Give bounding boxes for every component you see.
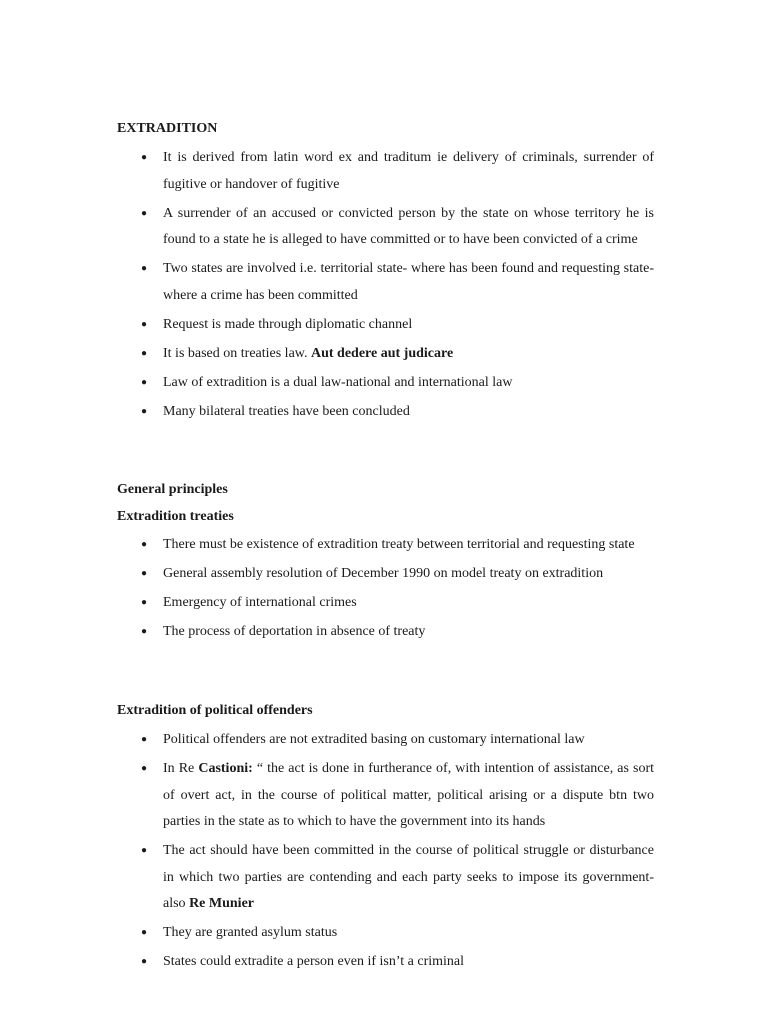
bullet-icon: ●	[141, 845, 148, 856]
bullet-icon: ●	[141, 927, 148, 938]
intro-list	[117, 145, 654, 428]
document-title: EXTRADITION	[117, 121, 218, 136]
list-item-text: Political offenders are not extradited basing on customary international law	[163, 732, 585, 747]
bullet-icon: ●	[141, 405, 148, 417]
list-item-text: The process of deportation in absence of treaty	[163, 624, 426, 639]
list-item	[117, 561, 654, 588]
bullet-icon: ●	[141, 152, 148, 163]
bullet-icon: ●	[141, 347, 148, 359]
political-list	[117, 727, 654, 978]
list-item-text: It is based on treaties law.	[163, 345, 311, 361]
bullet-icon: ●	[141, 376, 148, 388]
list-item	[117, 727, 654, 754]
bullet-icon: ●	[141, 763, 148, 774]
list-item-text: A surrender of an accused or convicted person by the state on whose territory he is found to a state he is alleged to have committed or to have been convicted of a crime	[163, 205, 654, 247]
bullet-icon: ●	[141, 626, 148, 637]
list-item	[117, 949, 654, 976]
bullet-icon: ●	[141, 318, 148, 330]
section-heading-political-offenders: Extradition of political offenders	[117, 703, 313, 718]
list-item-text: States could extradite a person even if isn’t a criminal	[163, 954, 465, 969]
list-item-text: Two states are involved i.e. territorial state- where has been found and requesting state-where a crime has been committed	[163, 261, 654, 303]
list-item	[117, 201, 654, 254]
section-heading-extradition-treaties: Extradition treaties	[117, 509, 234, 524]
list-item-text: Many bilateral treaties have been concluded	[163, 403, 410, 419]
list-item	[117, 619, 654, 646]
bullet-icon: ●	[141, 263, 148, 274]
list-item	[117, 590, 654, 617]
list-item-text: It is derived from latin word ex and traditum ie delivery of criminals, surrender of fugitive or handover of fugitive	[163, 150, 654, 192]
list-item	[117, 920, 654, 947]
list-item	[117, 256, 654, 309]
list-item-text: They are granted asylum status	[163, 925, 338, 940]
list-item	[117, 312, 654, 339]
bullet-icon: ●	[141, 956, 148, 967]
latin-maxim: Aut dedere aut judicare	[311, 345, 454, 361]
list-item-text: In Re	[163, 761, 199, 776]
list-item	[117, 370, 654, 397]
list-item-text: Law of extradition is a dual law-national and international law	[163, 374, 513, 390]
list-item	[117, 532, 654, 559]
list-item-text: The act should have been committed in the course of political struggle or disturbance in which two parties are contending and each party seeks to impose its government- also	[163, 843, 654, 911]
list-item	[117, 145, 654, 198]
bullet-icon: ●	[141, 597, 148, 608]
treaty-list	[117, 532, 654, 648]
list-item-text: General assembly resolution of December 1990 on model treaty on extradition	[163, 566, 604, 581]
list-item-text: Emergency of international crimes	[163, 595, 357, 610]
list-item-text: Request is made through diplomatic channel	[163, 316, 413, 332]
case-name-munier: Re Munier	[189, 896, 254, 911]
list-item	[117, 399, 654, 426]
list-item-text: “ the act is done in furtherance of, with intention of assistance, as sort of overt act, in the course of political matter, political arising or a dispute btn two parties in the state as to which to have the government into its hands	[163, 761, 654, 829]
list-item	[117, 838, 654, 918]
section-heading-general-principles: General principles	[117, 482, 228, 497]
list-item-text: There must be existence of extradition treaty between territorial and requesting state	[163, 537, 635, 552]
list-item	[117, 756, 654, 836]
bullet-icon: ●	[141, 539, 148, 550]
bullet-icon: ●	[141, 568, 148, 579]
case-name-castioni: Castioni:	[198, 761, 253, 776]
bullet-icon: ●	[141, 207, 148, 219]
bullet-icon: ●	[141, 734, 148, 745]
list-item	[117, 341, 654, 368]
